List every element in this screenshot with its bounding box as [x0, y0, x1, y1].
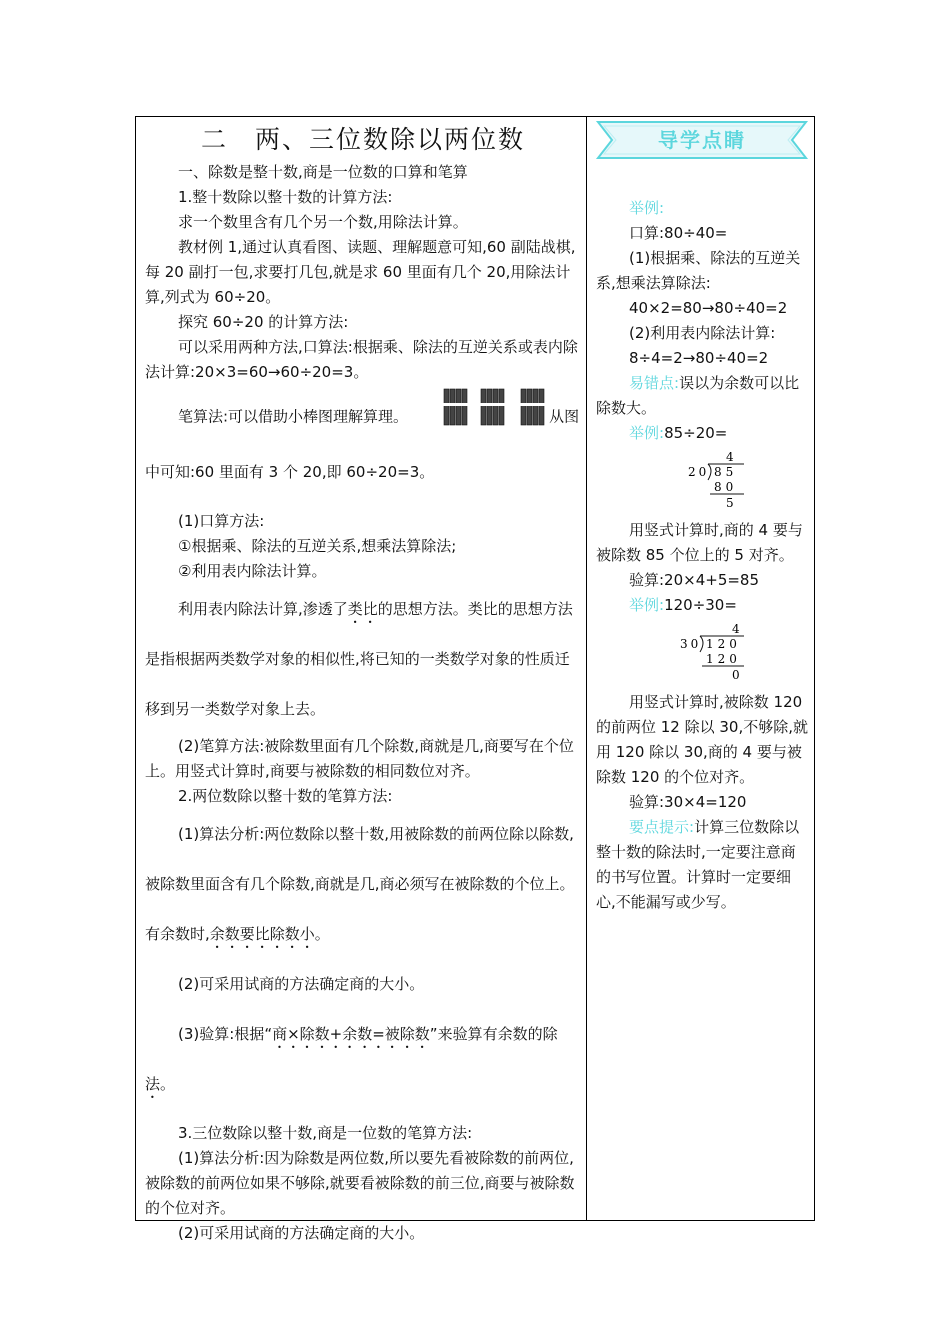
- text-part: (1)算法分析:两位数除以整十数,用被除数的前两位除以除数,被除数里面含有几个除数,商就是几,商必须写在被除数的个位上。有余数时,: [145, 825, 575, 943]
- tip-label: 要点提示:: [629, 818, 695, 836]
- text-part: 的思想方法。类比的思想方法是指根据两类数学对象的相似性,将已知的一类数学对象的性质迁移到另一类数学对象上去。: [145, 600, 573, 718]
- example-label: 举例:: [629, 596, 665, 614]
- check-calc: 验算:30×4=120: [629, 793, 747, 811]
- paragraph-sticks: [145, 387, 581, 497]
- example-expression: 85÷20=: [664, 424, 728, 442]
- check-calc: 验算:20×4+5=85: [629, 571, 760, 589]
- emphasized-text: 余数要比除数小: [209, 925, 315, 943]
- dividend: 85: [714, 465, 738, 479]
- divisor: 30: [680, 637, 702, 651]
- example-title: 口算:80÷40=: [629, 224, 728, 242]
- mistake-note: [596, 371, 808, 421]
- long-division-85-20: [596, 450, 808, 512]
- paragraph: 可以采用两种方法,口算法:根据乘、除法的互逆关系或表内除法计算:20×3=60→60÷20=3。: [145, 338, 578, 381]
- mistake-text: 误以为余数可以比除数大。: [596, 374, 800, 417]
- paragraph: 求一个数里含有几个另一个数,用除法计算。: [178, 213, 468, 231]
- method-calc: 8÷4=2→80÷40=2: [629, 349, 769, 367]
- text-part: 。: [314, 925, 330, 943]
- paragraph: (2)可采用试商的方法确定商的大小。: [178, 975, 425, 993]
- paragraph: [145, 809, 581, 959]
- product: 80: [714, 480, 738, 494]
- text-part: 来验算有余数的除: [437, 1025, 558, 1043]
- explanation: 用竖式计算时,商的 4 要与被除数 85 个位上的 5 对齐。: [596, 521, 803, 564]
- subsection-heading: 2.两位数除以整十数的笔算方法:: [178, 787, 393, 805]
- main-column: [145, 120, 581, 1246]
- paragraph: 探究 60÷20 的计算方法:: [178, 313, 349, 331]
- example-line: [596, 593, 808, 618]
- example-line: [596, 421, 808, 446]
- text-part: (3)验算:根据: [178, 1025, 265, 1043]
- emphasized-text: 法: [145, 1075, 161, 1093]
- method-text: (1)根据乘、除法的互逆关系,想乘法算除法:: [596, 249, 801, 292]
- stick-bundles-illustration: [410, 387, 547, 447]
- remainder: 0: [732, 668, 740, 682]
- guide-banner: [596, 120, 808, 160]
- text-part: 利用表内除法计算,渗透了: [178, 600, 348, 618]
- guide-column: [596, 120, 808, 915]
- paragraph: [145, 1009, 581, 1109]
- paragraph: 教材例 1,通过认真看图、读题、理解题意可知,60 副陆战棋,每 20 副打一包,求要打几包,就是求 60 里面有几个 20,用除法计算,列式为 60÷20。: [145, 238, 576, 306]
- example-label: 举例:: [629, 424, 665, 442]
- explanation: 用竖式计算时,被除数 120 的前两位 12 除以 30,不够除,就用 120 除以 30,商的 4 要与被除数 120 的个位对齐。: [596, 693, 809, 786]
- tip-text: 计算三位数除以整十数的除法时,一定要注意商的书写位置。计算时一定要细心,不能漏写或少写。: [596, 818, 800, 911]
- paragraph: (2)可采用试商的方法确定商的大小。: [178, 1224, 425, 1242]
- example-expression: 120÷30=: [664, 596, 737, 614]
- long-division-120-30: [596, 622, 808, 684]
- list-item: ①根据乘、除法的互逆关系,想乘法算除法;: [178, 537, 457, 555]
- column-divider: [586, 116, 587, 1221]
- emphasized-formula: “商×除数+余数=被除数”: [264, 1025, 438, 1043]
- paragraph-part: 笔算法:可以借助小棒图理解算理。: [178, 407, 409, 426]
- list-item: ②利用表内除法计算。: [178, 562, 327, 580]
- subsection-heading: 1.整十数除以整十数的计算方法:: [178, 188, 393, 206]
- text-part: 。: [160, 1075, 176, 1093]
- analogy-note: [145, 584, 581, 734]
- subsection-heading: 3.三位数除以整十数,商是一位数的笔算方法:: [178, 1124, 473, 1142]
- paragraph: (2)笔算方法:被除数里面有几个除数,商就是几,商要写在个位上。用竖式计算时,商要与被除数的相同数位对齐。: [145, 737, 574, 780]
- product: 120: [706, 652, 741, 666]
- quotient: 4: [726, 450, 734, 464]
- section-heading: 一、除数是整十数,商是一位数的口算和笔算: [178, 163, 468, 181]
- banner-title: 导学点睛: [658, 128, 746, 152]
- example-label: 举例:: [629, 199, 665, 217]
- paragraph: (1)算法分析:因为除数是两位数,所以要先看被除数的前两位,被除数的前两位如果不够除,就要看被除数的前三位,商要与被除数的个位对齐。: [145, 1149, 575, 1217]
- quotient: 4: [732, 622, 740, 636]
- remainder: 5: [726, 496, 734, 510]
- paragraph-part: 从图中可知:60 里面有 3 个 20,即 60÷20=3。: [145, 407, 580, 481]
- mistake-label: 易错点:: [629, 374, 680, 392]
- method-calc: 40×2=80→80÷40=2: [629, 299, 788, 317]
- divisor: 20: [688, 465, 710, 479]
- key-tip: [596, 815, 808, 915]
- subheading: (1)口算方法:: [178, 512, 265, 530]
- emphasized-term: 类比: [347, 600, 378, 618]
- method-text: (2)利用表内除法计算:: [629, 324, 776, 342]
- dividend: 120: [706, 637, 741, 651]
- page-title: 二 两、三位数除以两位数: [200, 125, 525, 154]
